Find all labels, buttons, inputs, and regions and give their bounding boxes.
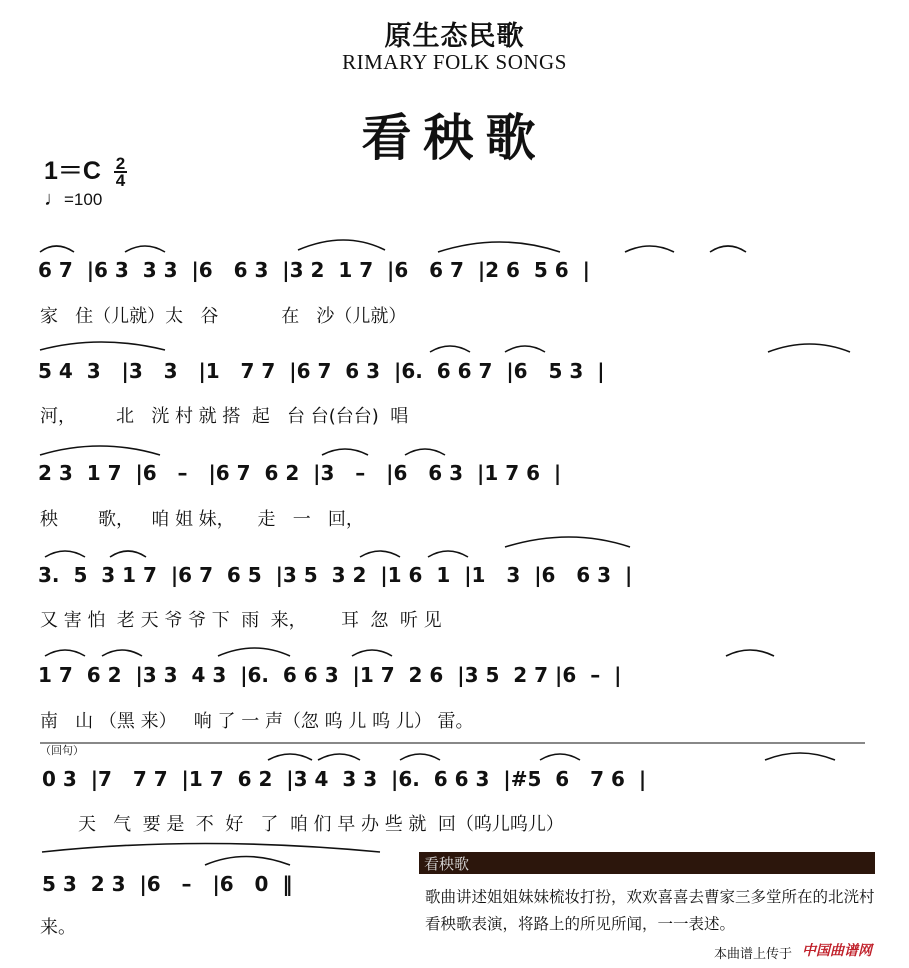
annotation-header-bar <box>419 852 875 874</box>
score-line-4-lyrics: 又 害 怕 老 天 爷 爷 下 雨 来， 耳 忽 听 见 <box>40 610 442 631</box>
upload-note: 本曲谱上传于 <box>714 947 793 962</box>
score-line-5-lyrics: 南 山 （黑 来） 响 了 一 声（忽 呜 儿 呜 儿） 雷。 <box>40 711 474 732</box>
score-line-1-lyrics: 家 住（儿就）太 谷 在 沙（儿就） <box>40 306 407 327</box>
score-line-6-lyrics: 天 气 要 是 不 好 了 咱 们 早 办 些 就 回（呜儿呜儿） <box>78 814 564 835</box>
score-line-4-notes: 3. 5 3 1 7 |6 7 6 5 |3 5 3 2 |1 6 1 |1 3 |6 6 3 | <box>38 563 633 587</box>
score-line-2-lyrics: 河， 北 洸 村 就 搭 起 台 台(台台) 唱 <box>40 406 409 427</box>
reprise-label: （回句） <box>40 744 84 757</box>
time-bottom: 4 <box>115 171 126 191</box>
score-line-3-lyrics: 秧 歌， 咱 姐 妹， 走 一 回， <box>40 509 364 530</box>
tempo-value: =100 <box>64 190 103 209</box>
time-top: 2 <box>115 154 126 174</box>
annotation-title: 看秧歌 <box>424 855 470 873</box>
score-line-2-notes: 5 4 3 |3 3 |1 7 7 |6 7 6 3 |6. 6 6 7 |6 5 3 | <box>38 359 605 383</box>
site-logo[interactable]: 中国曲谱网 <box>802 943 872 959</box>
score-line-1-notes: 6 7 |6 3 3 3 |6 6 3 |3 2 1 7 |6 6 7 |2 6 5 6 | <box>38 258 590 282</box>
score-line-7-notes: 5 3 2 3 |6 – |6 0 ‖ <box>42 872 293 896</box>
series-title-cn: 原生态民歌 <box>384 21 525 52</box>
score-line-6-notes: 0 3 |7 7 7 |1 7 6 2 |3 4 3 3 |6. 6 6 3 |#5 6 7 6 | <box>42 767 647 791</box>
song-description: 歌曲讲述姐姐妹妹梳妆打扮，欢欢喜喜去曹家三多堂所在的北洸村看秧歌表演，将路上的所见所闻，一一表述。 <box>425 888 875 933</box>
score-line-7-lyrics: 来。 <box>40 917 76 938</box>
quarter-note-icon: ♩ <box>44 188 64 210</box>
song-title: 看秧歌 <box>361 108 548 167</box>
key-label: 1＝C <box>44 157 101 185</box>
score-line-5-notes: 1 7 6 2 |3 3 4 3 |6. 6 6 3 |1 7 2 6 |3 5 2 7 |6 – | <box>38 663 622 687</box>
series-title-en: RIMARY FOLK SONGS <box>342 50 567 74</box>
score-line-3-notes: 2 3 1 7 |6 – |6 7 6 2 |3 – |6 6 3 |1 7 6 | <box>38 461 562 485</box>
